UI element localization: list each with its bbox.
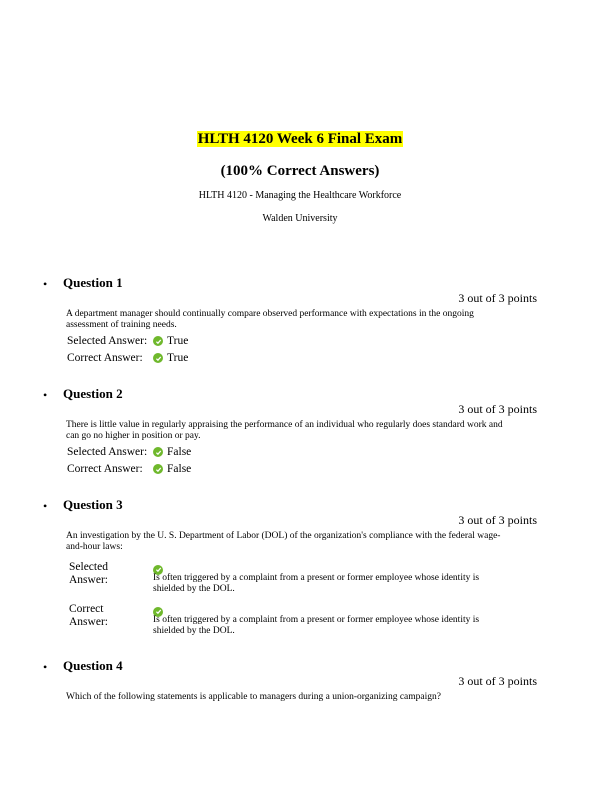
check-icon xyxy=(153,336,163,346)
correct-label-line2: Answer: xyxy=(69,616,108,628)
question-4-points: 3 out of 3 points xyxy=(458,674,537,688)
question-bullet: • xyxy=(43,660,48,674)
selected-answer-value: True xyxy=(167,335,189,347)
question-bullet: • xyxy=(43,499,48,513)
question-2-title: Question 2 xyxy=(63,386,123,401)
question-4-text: Which of the following statements is applicable to managers during a union-organizing campaign? xyxy=(66,692,441,702)
question-2-selected-answer xyxy=(153,446,191,458)
question-1-selected-answer xyxy=(153,335,188,347)
question-bullet: • xyxy=(43,277,48,291)
question-1-correct-answer xyxy=(153,352,188,364)
question-3-title: Question 3 xyxy=(63,497,123,512)
question-3-selected-answer: Is often triggered by a complaint from a present or former employee whose identity is shielded by the DOL. xyxy=(153,573,480,594)
selected-answer-label: Selected Answer: xyxy=(67,335,148,347)
exam-title: HLTH 4120 Week 6 Final Exam xyxy=(197,131,403,147)
question-2-correct-answer xyxy=(153,463,191,475)
correct-label-line1: Correct xyxy=(69,603,104,615)
correct-answer-label: Correct Answer: xyxy=(67,352,143,364)
selected-label-line1: Selected xyxy=(69,561,108,573)
selected-label-line2: Answer: xyxy=(69,574,108,586)
question-3-text: An investigation by the U. S. Department of Labor (DOL) of the organization's compliance with the federal wage-and-hour laws: xyxy=(66,531,501,552)
question-2-text: There is little value in regularly appraising the performance of an individual who regularly does standard work and can go no higher in position or pay. xyxy=(66,420,503,441)
correct-answer-label: Correct Answer: xyxy=(67,463,143,475)
question-1-text: A department manager should continually compare observed performance with expectations in the ongoing assessment of training needs. xyxy=(66,309,474,330)
question-3-points: 3 out of 3 points xyxy=(458,513,537,527)
university-name: Walden University xyxy=(262,213,338,224)
check-icon xyxy=(153,353,163,363)
check-icon xyxy=(153,447,163,457)
correct-answer-value: False xyxy=(167,463,192,475)
question-1-points: 3 out of 3 points xyxy=(458,291,537,305)
exam-title-container xyxy=(0,130,600,148)
course-name: HLTH 4120 - Managing the Healthcare Workforce xyxy=(198,190,402,201)
question-3-correct-answer: Is often triggered by a complaint from a present or former employee whose identity is shielded by the DOL. xyxy=(153,615,480,636)
question-1-title: Question 1 xyxy=(63,275,123,290)
selected-answer-value: False xyxy=(167,446,192,458)
selected-answer-label: Selected Answer: xyxy=(67,446,148,458)
exam-subtitle: (100% Correct Answers) xyxy=(220,163,380,179)
question-bullet: • xyxy=(43,388,48,402)
question-4-title: Question 4 xyxy=(63,658,123,673)
question-2-points: 3 out of 3 points xyxy=(458,402,537,416)
correct-answer-value: True xyxy=(167,352,189,364)
check-icon xyxy=(153,464,163,474)
